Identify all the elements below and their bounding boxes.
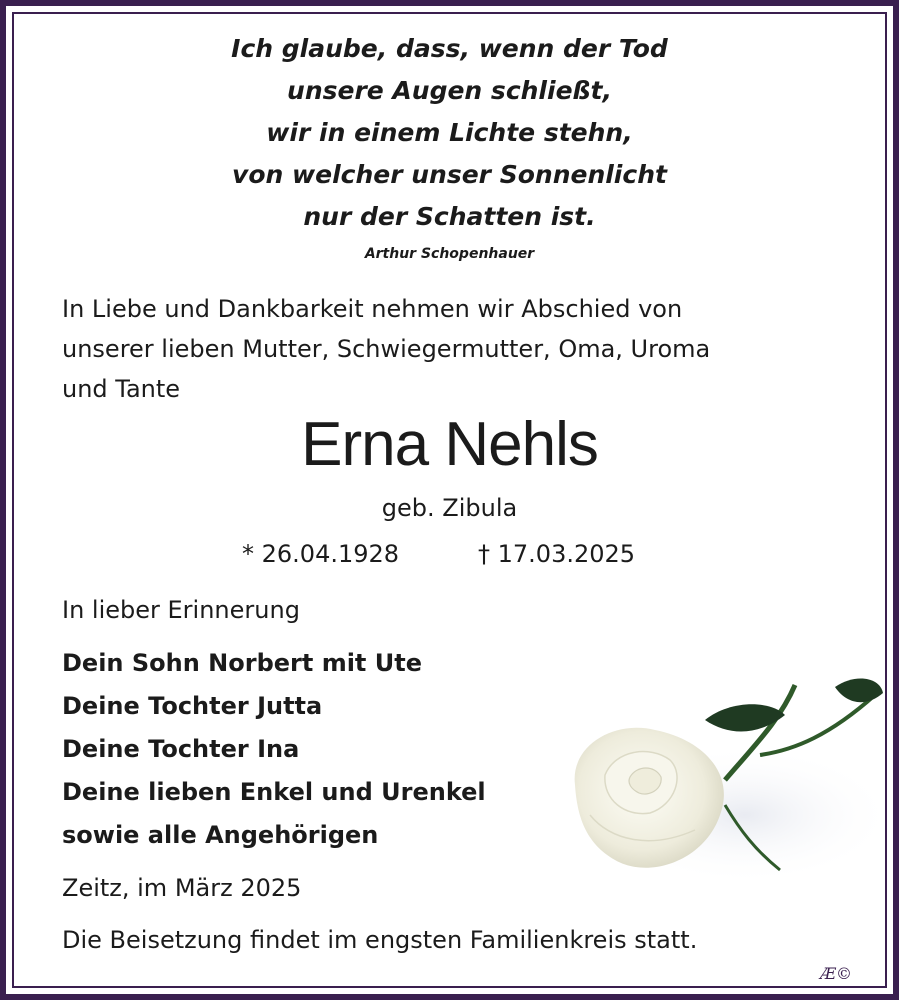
intro-line: In Liebe und Dankbarkeit nehmen wir Abschied von xyxy=(62,295,683,323)
burial-note: Die Beisetzung findet im engsten Familienkreis statt. xyxy=(62,926,698,954)
family-member: Deine lieben Enkel und Urenkel xyxy=(62,778,486,806)
intro-text xyxy=(62,289,842,409)
death-date: † 17.03.2025 xyxy=(478,540,636,568)
place-date: Zeitz, im März 2025 xyxy=(62,874,302,902)
family-list xyxy=(62,642,582,857)
family-member: Deine Tochter Jutta xyxy=(62,692,323,720)
poem-line: nur der Schatten ist. xyxy=(303,202,596,231)
deceased-name: Erna Nehls xyxy=(301,410,598,479)
poem-line: unsere Augen schließt, xyxy=(287,76,612,105)
white-rose-icon xyxy=(555,665,885,895)
intro-line: unserer lieben Mutter, Schwiegermutter, Oma, Uroma xyxy=(62,335,711,363)
poem-line: Ich glaube, dass, wenn der Tod xyxy=(231,34,668,63)
family-member: sowie alle Angehörigen xyxy=(62,821,379,849)
poem-line: wir in einem Lichte stehn, xyxy=(266,118,633,147)
poem-author: Arthur Schopenhauer xyxy=(364,246,535,262)
family-member: Dein Sohn Norbert mit Ute xyxy=(62,649,422,677)
poem-line: von welcher unser Sonnenlicht xyxy=(232,160,667,189)
intro-line: und Tante xyxy=(62,375,181,403)
family-member: Deine Tochter Ina xyxy=(62,735,300,763)
memory-heading: In lieber Erinnerung xyxy=(62,596,300,624)
birth-date: * 26.04.1928 xyxy=(242,540,400,568)
poem xyxy=(0,28,899,238)
maiden-name: geb. Zibula xyxy=(381,494,518,522)
publisher-logo: Æ© xyxy=(820,964,853,983)
